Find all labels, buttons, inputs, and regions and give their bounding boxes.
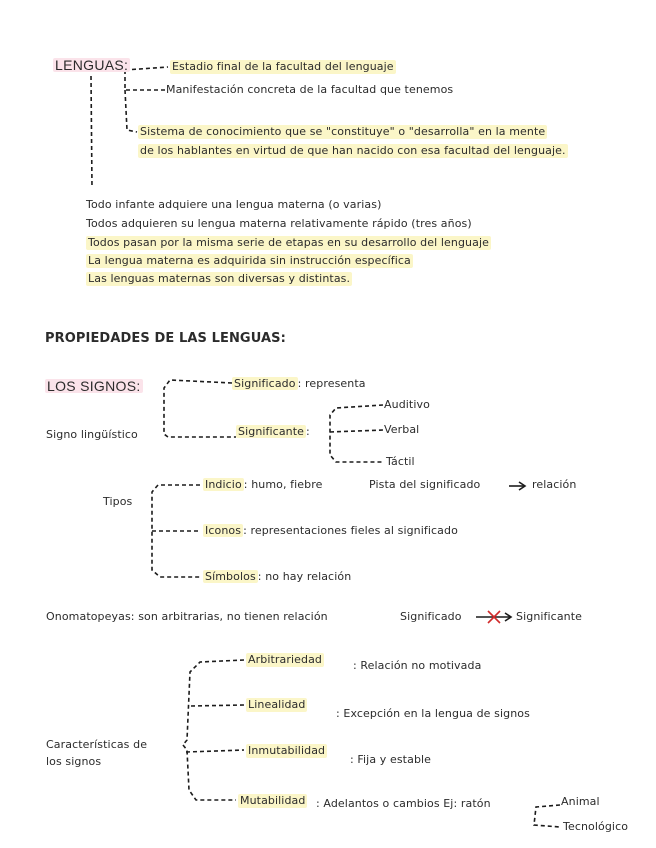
simbolos-term: Símbolos <box>205 570 256 583</box>
modalidad-tactil: Táctil <box>386 455 415 468</box>
mutabilidad-term: Mutabilidad <box>240 794 306 807</box>
lengua-def-manifestacion: Manifestación concreta de la facultad que tenemos <box>166 83 454 96</box>
fact-diversas: Las lenguas maternas son diversas y distintas. <box>88 272 351 285</box>
iconos-term: Iconos <box>205 524 242 537</box>
lenguas-title: LENGUAS: <box>55 57 129 73</box>
fact-etapas: Todos pasan por la misma serie de etapas en su desarrollo del lenguaje <box>88 236 489 249</box>
raton-animal: Animal <box>561 795 600 808</box>
lengua-def-estadio-final: Estadio final de la facultad del lenguaje <box>172 60 394 73</box>
modalidad-verbal: Verbal <box>384 423 420 436</box>
linealidad-desc: : Excepción en la lengua de signos <box>336 707 530 720</box>
iconos-desc: : representaciones fieles al significado <box>243 524 458 537</box>
caracteristicas-label-line1: Características de <box>46 738 148 751</box>
significante-row <box>236 425 310 439</box>
signos-title: LOS SIGNOS: <box>47 378 141 394</box>
signo-linguistico-label: Signo lingüístico <box>46 428 138 441</box>
onomatopeyas-text: Onomatopeyas: son arbitrarias, no tienen relación <box>46 610 328 623</box>
mutabilidad-desc: : Adelantos o cambios Ej: ratón <box>316 797 491 810</box>
significante-term: Significante <box>238 425 305 438</box>
modalidad-auditivo: Auditivo <box>384 398 430 411</box>
propiedades-title: PROPIEDADES DE LAS LENGUAS: <box>45 331 286 346</box>
lengua-def-sistema-line2: de los hablantes en virtud de que han nacido con esa facultad del lenguaje. <box>140 144 566 157</box>
arbitrariedad-term: Arbitrariedad <box>248 653 323 666</box>
indicio-row <box>203 478 323 492</box>
fact-sin-instruccion: La lengua materna es adquirida sin instrucción específica <box>88 254 411 267</box>
indicio-term: Indicio <box>205 478 242 491</box>
simbolos-row <box>203 570 351 584</box>
inmutabilidad-term: Inmutabilidad <box>248 744 326 757</box>
significante-colon: : <box>306 425 310 438</box>
simbolos-desc: : no hay relación <box>257 570 352 583</box>
significado-term: Significado <box>234 377 296 390</box>
onomatopeyas-significante: Significante <box>516 610 583 623</box>
significado-desc: : representa <box>297 377 366 390</box>
tipos-label: Tipos <box>103 495 133 508</box>
fact-rapido: Todos adquieren su lengua materna relativamente rápido (tres años) <box>86 217 472 230</box>
onomatopeyas-significado: Significado <box>400 610 462 623</box>
lengua-def-sistema-line1: Sistema de conocimiento que se "constituye" o "desarrolla" en la mente <box>140 125 546 138</box>
inmutabilidad-desc: : Fija y estable <box>350 753 432 766</box>
indicio-note: Pista del significado <box>369 478 481 491</box>
indicio-relacion: relación <box>532 478 577 491</box>
caracteristicas-label-line2: los signos <box>46 755 102 768</box>
linealidad-term: Linealidad <box>248 698 306 711</box>
iconos-row <box>203 524 458 538</box>
significado-row <box>232 377 366 391</box>
arbitrariedad-desc: : Relación no motivada <box>353 659 482 672</box>
raton-tecnologico: Tecnológico <box>563 820 629 833</box>
indicio-desc: : humo, fiebre <box>243 478 323 491</box>
fact-adquiere: Todo infante adquiere una lengua materna (o varias) <box>86 198 382 211</box>
